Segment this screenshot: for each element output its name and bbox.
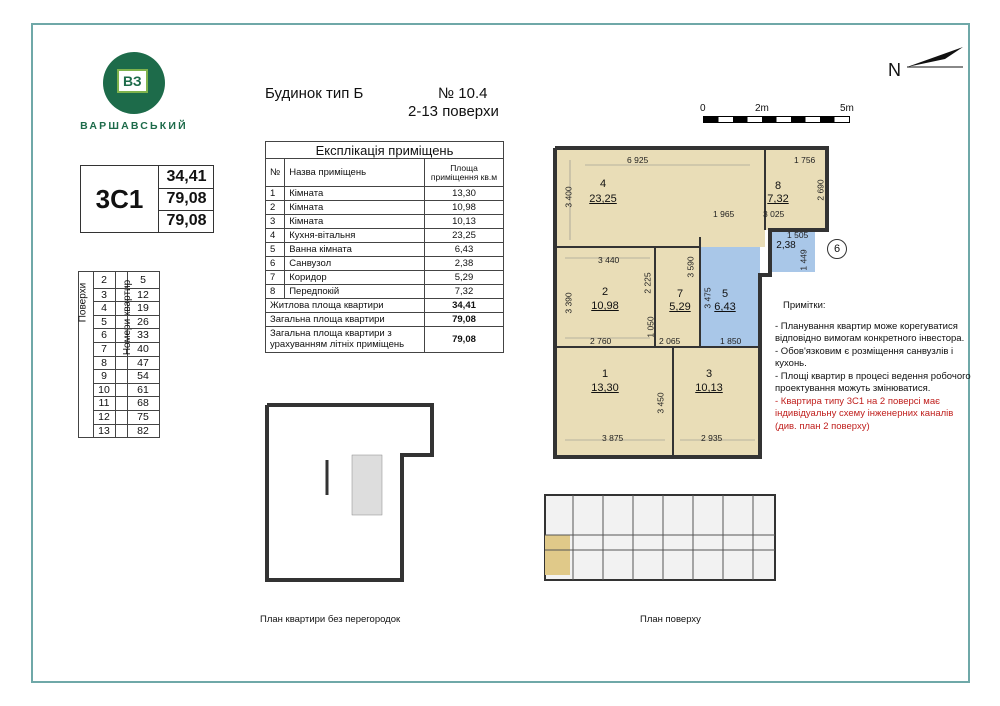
dimension: 3 400 xyxy=(563,186,574,208)
dimension: 1 449 xyxy=(798,249,809,271)
apartment-number: 61 xyxy=(137,383,149,396)
caption-floor-plan: План поверху xyxy=(640,614,701,625)
living-area-value: 34,41 xyxy=(159,166,214,189)
room-6-callout: 6 xyxy=(827,239,847,259)
building-number: № 10.4 xyxy=(438,85,488,102)
explication-table xyxy=(265,141,504,353)
floors-label: Поверхи xyxy=(77,282,89,323)
table-row: 8 Передпокій 7,32 xyxy=(266,285,504,299)
apartment-number: 5 xyxy=(140,274,146,286)
dimension: 1 050 xyxy=(645,316,656,338)
apartment-number: 26 xyxy=(137,315,149,328)
room-8-area: 7,32 xyxy=(767,193,789,205)
apartment-number: 75 xyxy=(137,411,149,423)
table-row: 4 Кухня-вітальня 23,25 xyxy=(266,229,504,243)
floor-row xyxy=(93,424,159,439)
floor-row xyxy=(93,383,159,398)
room-7-no: 7 xyxy=(676,288,684,300)
room-1-no: 1 xyxy=(601,368,609,380)
apartment-number: 19 xyxy=(137,302,149,315)
apartment-number: 54 xyxy=(137,370,149,383)
apartment-number: 12 xyxy=(137,288,149,301)
apartment-number: 47 xyxy=(137,356,149,369)
scale-5m: 5m xyxy=(840,103,854,114)
floor-number: 2 xyxy=(101,274,107,286)
room-5-no: 5 xyxy=(721,288,729,300)
floor-number: 7 xyxy=(101,343,107,355)
floors-range: 2-13 поверхи xyxy=(408,103,499,120)
table-row: 5 Ванна кімната 6,43 xyxy=(266,243,504,257)
floor-row xyxy=(93,301,159,316)
floor-number: 13 xyxy=(98,424,110,437)
floor-number: 6 xyxy=(101,329,107,342)
explication-title: Експлікація приміщень xyxy=(266,142,504,159)
scale-bar xyxy=(703,116,850,123)
table-row: 3 Кімната 10,13 xyxy=(266,215,504,229)
room-7-area: 5,29 xyxy=(669,301,691,313)
floor-plan xyxy=(543,490,778,590)
table-row: 7 Коридор 5,29 xyxy=(266,271,504,285)
floor-row xyxy=(93,274,159,288)
room-6-area: 2,38 xyxy=(776,240,796,251)
room-2-no: 2 xyxy=(601,286,609,298)
floor-number: 10 xyxy=(98,383,110,396)
note-item: - Площі квартир в процесі ведення робочого проектування можуть змінюватися. xyxy=(775,370,971,395)
dimension: 3 390 xyxy=(563,292,574,314)
scale-2m: 2m xyxy=(755,103,769,114)
north-arrow-icon xyxy=(905,45,965,70)
floor-number: 12 xyxy=(98,411,110,423)
floor-row xyxy=(93,410,159,425)
col-name: Назва приміщень xyxy=(285,159,425,187)
col-no: № xyxy=(266,159,285,187)
room-4-area: 23,25 xyxy=(589,193,617,205)
note-item: - Планування квартир може корегуватися відповідно вимогам конкретного інвестора. xyxy=(775,320,965,345)
logo-mark: ВЗ xyxy=(117,69,148,93)
dimension: 3 475 xyxy=(702,287,713,309)
room-8-no: 8 xyxy=(774,180,782,192)
floor-number: 5 xyxy=(101,315,107,328)
dimension: 1 756 xyxy=(794,155,816,165)
floor-number: 8 xyxy=(101,356,107,369)
room-1-area: 13,30 xyxy=(591,382,619,394)
floor-row xyxy=(93,369,159,384)
floor-row xyxy=(93,288,159,303)
floors-table xyxy=(78,271,160,438)
building-type: Будинок тип Б xyxy=(265,85,364,102)
dimension: 2 935 xyxy=(701,433,723,443)
room-2-area: 10,98 xyxy=(591,300,619,312)
dimension: 3 025 xyxy=(763,209,785,219)
table-row: 6 Санвузол 2,38 xyxy=(266,257,504,271)
room-5-area: 6,43 xyxy=(714,301,736,313)
total-area-value: 79,08 xyxy=(159,188,214,211)
dimension: 2 065 xyxy=(659,336,681,346)
floor-row xyxy=(93,315,159,330)
dimension: 6 925 xyxy=(627,155,649,165)
note-item: - Обов'язковим є розміщення санвузлів і кухонь. xyxy=(775,345,954,370)
floor-number: 3 xyxy=(101,288,107,301)
floor-number: 11 xyxy=(98,397,110,410)
dimension: 1 965 xyxy=(713,209,735,219)
floor-row xyxy=(93,396,159,411)
floor-number: 4 xyxy=(101,302,107,315)
total-row: Загальна площа квартири з урахуванням літніх приміщень 79,08 xyxy=(266,327,504,353)
dimension: 3 875 xyxy=(602,433,624,443)
total-row: Загальна площа квартири 79,08 xyxy=(266,313,504,327)
floor-row xyxy=(93,342,159,357)
notes-title: Примітки: xyxy=(783,300,826,311)
plan-without-partitions xyxy=(262,400,442,585)
floor-number: 9 xyxy=(101,370,107,383)
dimension: 3 450 xyxy=(655,392,666,414)
room-3-area: 10,13 xyxy=(695,382,723,394)
room-3-no: 3 xyxy=(705,368,713,380)
dimension: 3 440 xyxy=(598,255,620,265)
apartment-number: 82 xyxy=(137,424,149,437)
dimension: 2 225 xyxy=(642,272,653,294)
scale-0: 0 xyxy=(700,103,706,114)
apartment-number: 33 xyxy=(137,329,149,342)
floor-row xyxy=(93,328,159,343)
dimension: 2 760 xyxy=(590,336,612,346)
apartment-code: 3С1 xyxy=(81,166,159,232)
notes xyxy=(775,300,975,433)
apartment-numbers-label: Номери квартир xyxy=(122,279,134,356)
apartment-code-box xyxy=(80,165,214,233)
dimension: 1 850 xyxy=(720,336,742,346)
dimension: 1 505 xyxy=(787,230,809,240)
brand-name: ВАРШАВСЬКИЙ xyxy=(80,120,188,132)
logo xyxy=(103,52,165,114)
table-row: 1 Кімната 13,30 xyxy=(266,187,504,201)
note-item-red: - Квартира типу 3С1 на 2 поверсі має індивідуальну схему інженерних каналів (див. план 2 поверху) xyxy=(775,395,954,432)
room-4-no: 4 xyxy=(599,178,607,190)
total-summer-area-value: 79,08 xyxy=(166,212,207,229)
dimension: 3 590 xyxy=(685,256,696,278)
north-label: N xyxy=(888,60,901,80)
apartment-number: 40 xyxy=(137,343,149,355)
col-area: Площа приміщення кв.м xyxy=(425,159,504,187)
apartment-number: 68 xyxy=(137,397,149,410)
table-row: 2 Кімната 10,98 xyxy=(266,201,504,215)
dimension: 2 690 xyxy=(815,179,826,201)
total-row: Житлова площа квартири 34,41 xyxy=(266,299,504,313)
caption-no-partitions: План квартири без перегородок xyxy=(260,614,401,625)
floor-row xyxy=(93,356,159,371)
